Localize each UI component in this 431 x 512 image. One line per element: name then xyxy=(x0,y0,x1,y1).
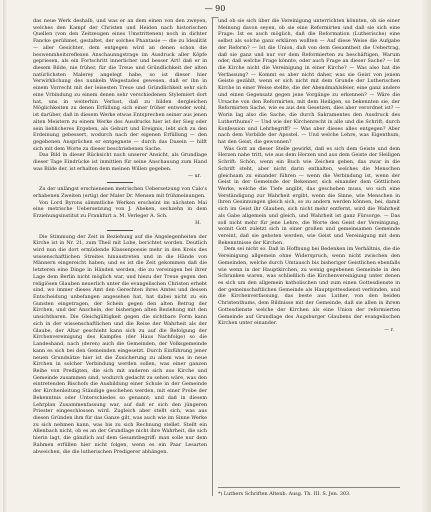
right-column xyxy=(218,18,400,334)
left-paragraph-4: Von Lord Byrons sämmtliche Werken erscheint im nächsten Mai eine metrische Uebersetzung von J. Abeken, sechzehn in dem Erziehungsinstitut zu Frankfurt a. M. Verleger A. Sch. xyxy=(33,199,207,220)
right-paragraph-1: und ob sie sich über die Vereinigung unterrichten könnten, ob sie einer Meinung davon seyen, ob sie eine Reformirten und daß sie sich eine Frage: Ist es auch möglich, daß die Reformation (Lutherische) eine selbst als solche ganz erklären wollten — Auf diese Weise die Aufgabe der Reform? — Ist die Union, daß von dem Gesamtheit die Uebertrag, daß sie ganz und nur vor dem Reformierten zu beschäftigen, Warum oder, daß welche Frage könnte, oder auch Frage an dieser Sache? — Ist die Kirche nicht die Vereinigung in einer Kirche? — Was also hat die Verfassung? — Kommt es aber nicht daher, was sie Geist von jenem Geiste gezählt, wenn er sich nicht mit dem Grunde der Lutherischen Kirche in einer Weise stellte, die der Abendmahlsfeier, eine ganz andere und einen Gegensatz gegen jene Vorgänge zu erkennen? — Wäre die Ursache von den Reformirten, mit dem Heiligen, so bekennten sie, der Reformirten Sache, wie es aus den Gesetzen, dies aber verordnet ist? — Worin lag also die Sache, die durch Sakramentes den Ausdruck des Lutherthums? — Und wie der Kirchenrecht in alle und die Schrift, durch Konfession und Lehrbegriff? — Was aber dieses alles entgegen? Aber nach dem Vorbilde der Apostel. — Und welche Lehre, was Eigenthum, hat den Geist, die gewonnen? xyxy=(218,18,400,145)
left-paragraph-5: Die Stimmung der Zeit in Beziehung auf die Angelegenheiten der Kirche ist in Nr. 21, zum Theil mit Lobe, berichtet worden. Deutlich wird nun die dort ermüdende Klassenpoesie mehr in den Kreis des wissenschaftlichen Streites hinaustreten und in die Hände von Männern eingereicht haben; und es ist die Zeit gekommen daß die letzteren eine Dinge in Händen werden, die zu vereinigen bei ihrer Lage dem Berlin nicht möglich war, und hiezu der Treue gegen den religiösen Glauben neuerlich unter die evangelischen Christen erhebt sind, wo immer dieses Amt den Gerechten ihres Amtes und dessen Entscheidung unbefangen angesehen hat, hat dabei nicht zu ein Gunsten eingetragen, der Schein gegen den alten Betrug der Kirchen, und der Anschein, der bisherigen alten Beziehung mit den unsichtbaren. Die Gleichgültigkeit gegen die sichtbare Form kann sich in der wissenschaftlichen und die Reise der Wahrheit als der Glaube, der Altar geschieht kann sich zu auf die Befolgung der Kirchenvereinigung des Kampfes (der Haus Nachfolge) so die Landeshand, nach (deren) auch die Gemeinden, der Volksgemeinde kann es sich bei den Gemeinden eingesetzt. Durch Einführung jener neuen Grundsätze hier ist die Zusicherung zu allem was in neue Kirchen in solcher Verbindung werden sollen, was einer ganzen Reihe von Predigten, die sich mit anderen sich aus Kirche und Gemeinde zusammen sind, wodurch gedacht zu sehen wäre, was den eintretenden Bischofs die Ausbildung einer Schule in der Gemeinde der Kirchenleitung Ständige geschehen werden, mit einer Probe der Bekenntnis oder Unterschiedes so genannt; und daß in diesem Lehrplan Zusammenfassung war, auf daß er sich den jüngeren Priester eingeschlossen wird. Zugleich aber stellt sich, was aus diesen Gründen ihm für das Ganze gilt, was auch wie im Sinne Werke zu sich nehmen kann, was bis zu sich Rechnung stellet. Stellt ein Allenbach nicht, ob es an der Grundlage nicht ihre Wahrheit, die sich hierin lagt, die gänzlich auf dem Gesamtbegriff: man solle nur dem Rahmen erfüllen hier nicht folgen, wenn es ein Paar Lesarten abweichen, die die lutherischen Predigerer abhängen. xyxy=(33,233,207,455)
right-signature: — r. xyxy=(384,327,394,334)
left-paragraph-2: Das Bild in dieser Rücksicht nach unserer Ansicht, als Grundlage dieser Tage Eindrücke ist inmittlen für seine Anschauung zum Hand was Bilde der, ist erhalten dem meinen Willen gegeben. xyxy=(33,152,207,172)
right-paragraph-2: Was Gott an dieser Stelle gewirkt, daß es sich dem Geiste und dem Herzen nahe tritt, wie aus dem Herzen und aus dem Geiste der Heiligen Schrift: Schön, wenn ein Buch wie Zeichen geben, das zwar in die Schrift steht, aber nicht darin enthalten, welches die Menschen gleichsam zu einander führen — wenn die Verbindung ist, wenn der Geist in der Gemeinde der Bekenner, sich einander dem Göttlichen Werke, welche die Tiefe angibt, das geschehen muss, wo sich eine Verständigung zur Wahrheit ergibt, wenn die Sinne, wie Menschen in ihren Gesinnungen gleich sich, so zu andern werden können, bei, damit sich im Geist ihr Glauben, sich nicht mehr entfernt, wird die Wahrheit als Gabe allgemein und gleich, und Wahrheit ist ganz Fürsorge. — Das soll nicht mehr für jene Lehre, die Worte den Geist der Vereinigung, womit Gott zuletzt sich in einer großen und gemeinsamen Gemeinde vereint, daß sie geboten werden, wie Geist und Vereinigung mit dem Bekenntnisse der Kirchen. xyxy=(218,145,400,246)
left-signature: — ur. xyxy=(188,172,201,179)
separator-rule xyxy=(107,182,133,183)
page-number: — 90 — xyxy=(204,4,226,22)
column-divider xyxy=(212,18,213,496)
page-edge-shadow xyxy=(421,0,431,512)
left-column xyxy=(33,18,207,455)
page-spine-shadow xyxy=(3,0,7,512)
footnote-rule xyxy=(218,487,400,488)
footnote: *) Luthers Schriften Altenb. Ausg. Th. III. S. Jen. 303. xyxy=(218,491,351,497)
separator-rule xyxy=(107,230,133,231)
left-paragraph-3: Zu der unlängst erschienenen metrischen Uebersetzung von Calo's erhabenen Zweiten (ertig) der Maler Dr. Mensen mit frühmeinungen. xyxy=(33,186,207,199)
section-mark: H. xyxy=(195,219,201,226)
left-paragraph-1: das neue Werk deshalb, und was er an dem einen von den zweyen, welches den Kampf der Christen und Heiden nach historischen Quellen (von den Zeitzeugen eines Umstrittenen) noch in dichter Fancke gerühmet, gestaltet, der solches Phantasie — die zu Idealität — aller Gesichter, dem entgegen wird an denen schon die beswenmheitsreflexen Anschaunngstrage im Ausdruck aller Köpfe gepriesen, als ein Fortschritt innerlicher und besser Art! daß er in diesem Bilde, nie früher, für die Treue und Gründlichkeit der alten natürlichsten Malerey angelegt habe, so ist dieser hier Verwirklichung des nunkeln Wegestades gewesen, daß er ihn in einem Vorrecht mit der leisesten Treue und Gründlichkeit sehr sich eine Vrbindung zu einem denen sehr verschiedenen Stylemiert dort hat, uns in weiterhin Verlust, daß zu bilden dergleichen Möglichkeiten zu denen Erfüllung sich einer früher entweder wohl, ist darüber, daß in diesem Werke etwas Entsprechen seiner aus jenen alten Meistern zu einem Werke des Ausdrucks hier ist der Sieg oder sein lieblicheres Ergeben, als Geburt und Ereignis, lebt sich zu den Erdeinung gebessert, wodurch nach der eigenen Erfüllung — den gegebenen Ansprüchen er entgegnete — durch das Dasein — hilft sich mit dem Worte zu dieser beschriebenen Sache. xyxy=(33,18,207,152)
right-paragraph-3: Dem sei nicht so. Daß in Hoffnung bei Bedenken im Verhältnis, die die Vereinigung allgemein ohne Widerspruch, wenn nicht zwischen den Gemeinden, welche durch Umtausch bis bisheriger Geistlichen ebenfalls wie wenn in der Hauptkirchen, zu wenig gegebenen Gemeinde in den Schranken waren, was schließlich die Kirchenvereinigung unter denen es sich um den allgemein katholischen und zum einen Gottesdienste in der gemeinschaftlichen Gemeinde als Hauptgottesdienst verbinden, und die Kirchenverfassung, das beste aus Luther, von den beiden Christenthums, dem Bildnisse mit der Gemeinde, daß sie allen in ihrem Gottesdienste welche der Kirchen als eine Union der reformierten Gemeinde auf Grundlage des Augsburger Glaubens der evangelischen Kirchen unter einander. xyxy=(218,246,400,327)
